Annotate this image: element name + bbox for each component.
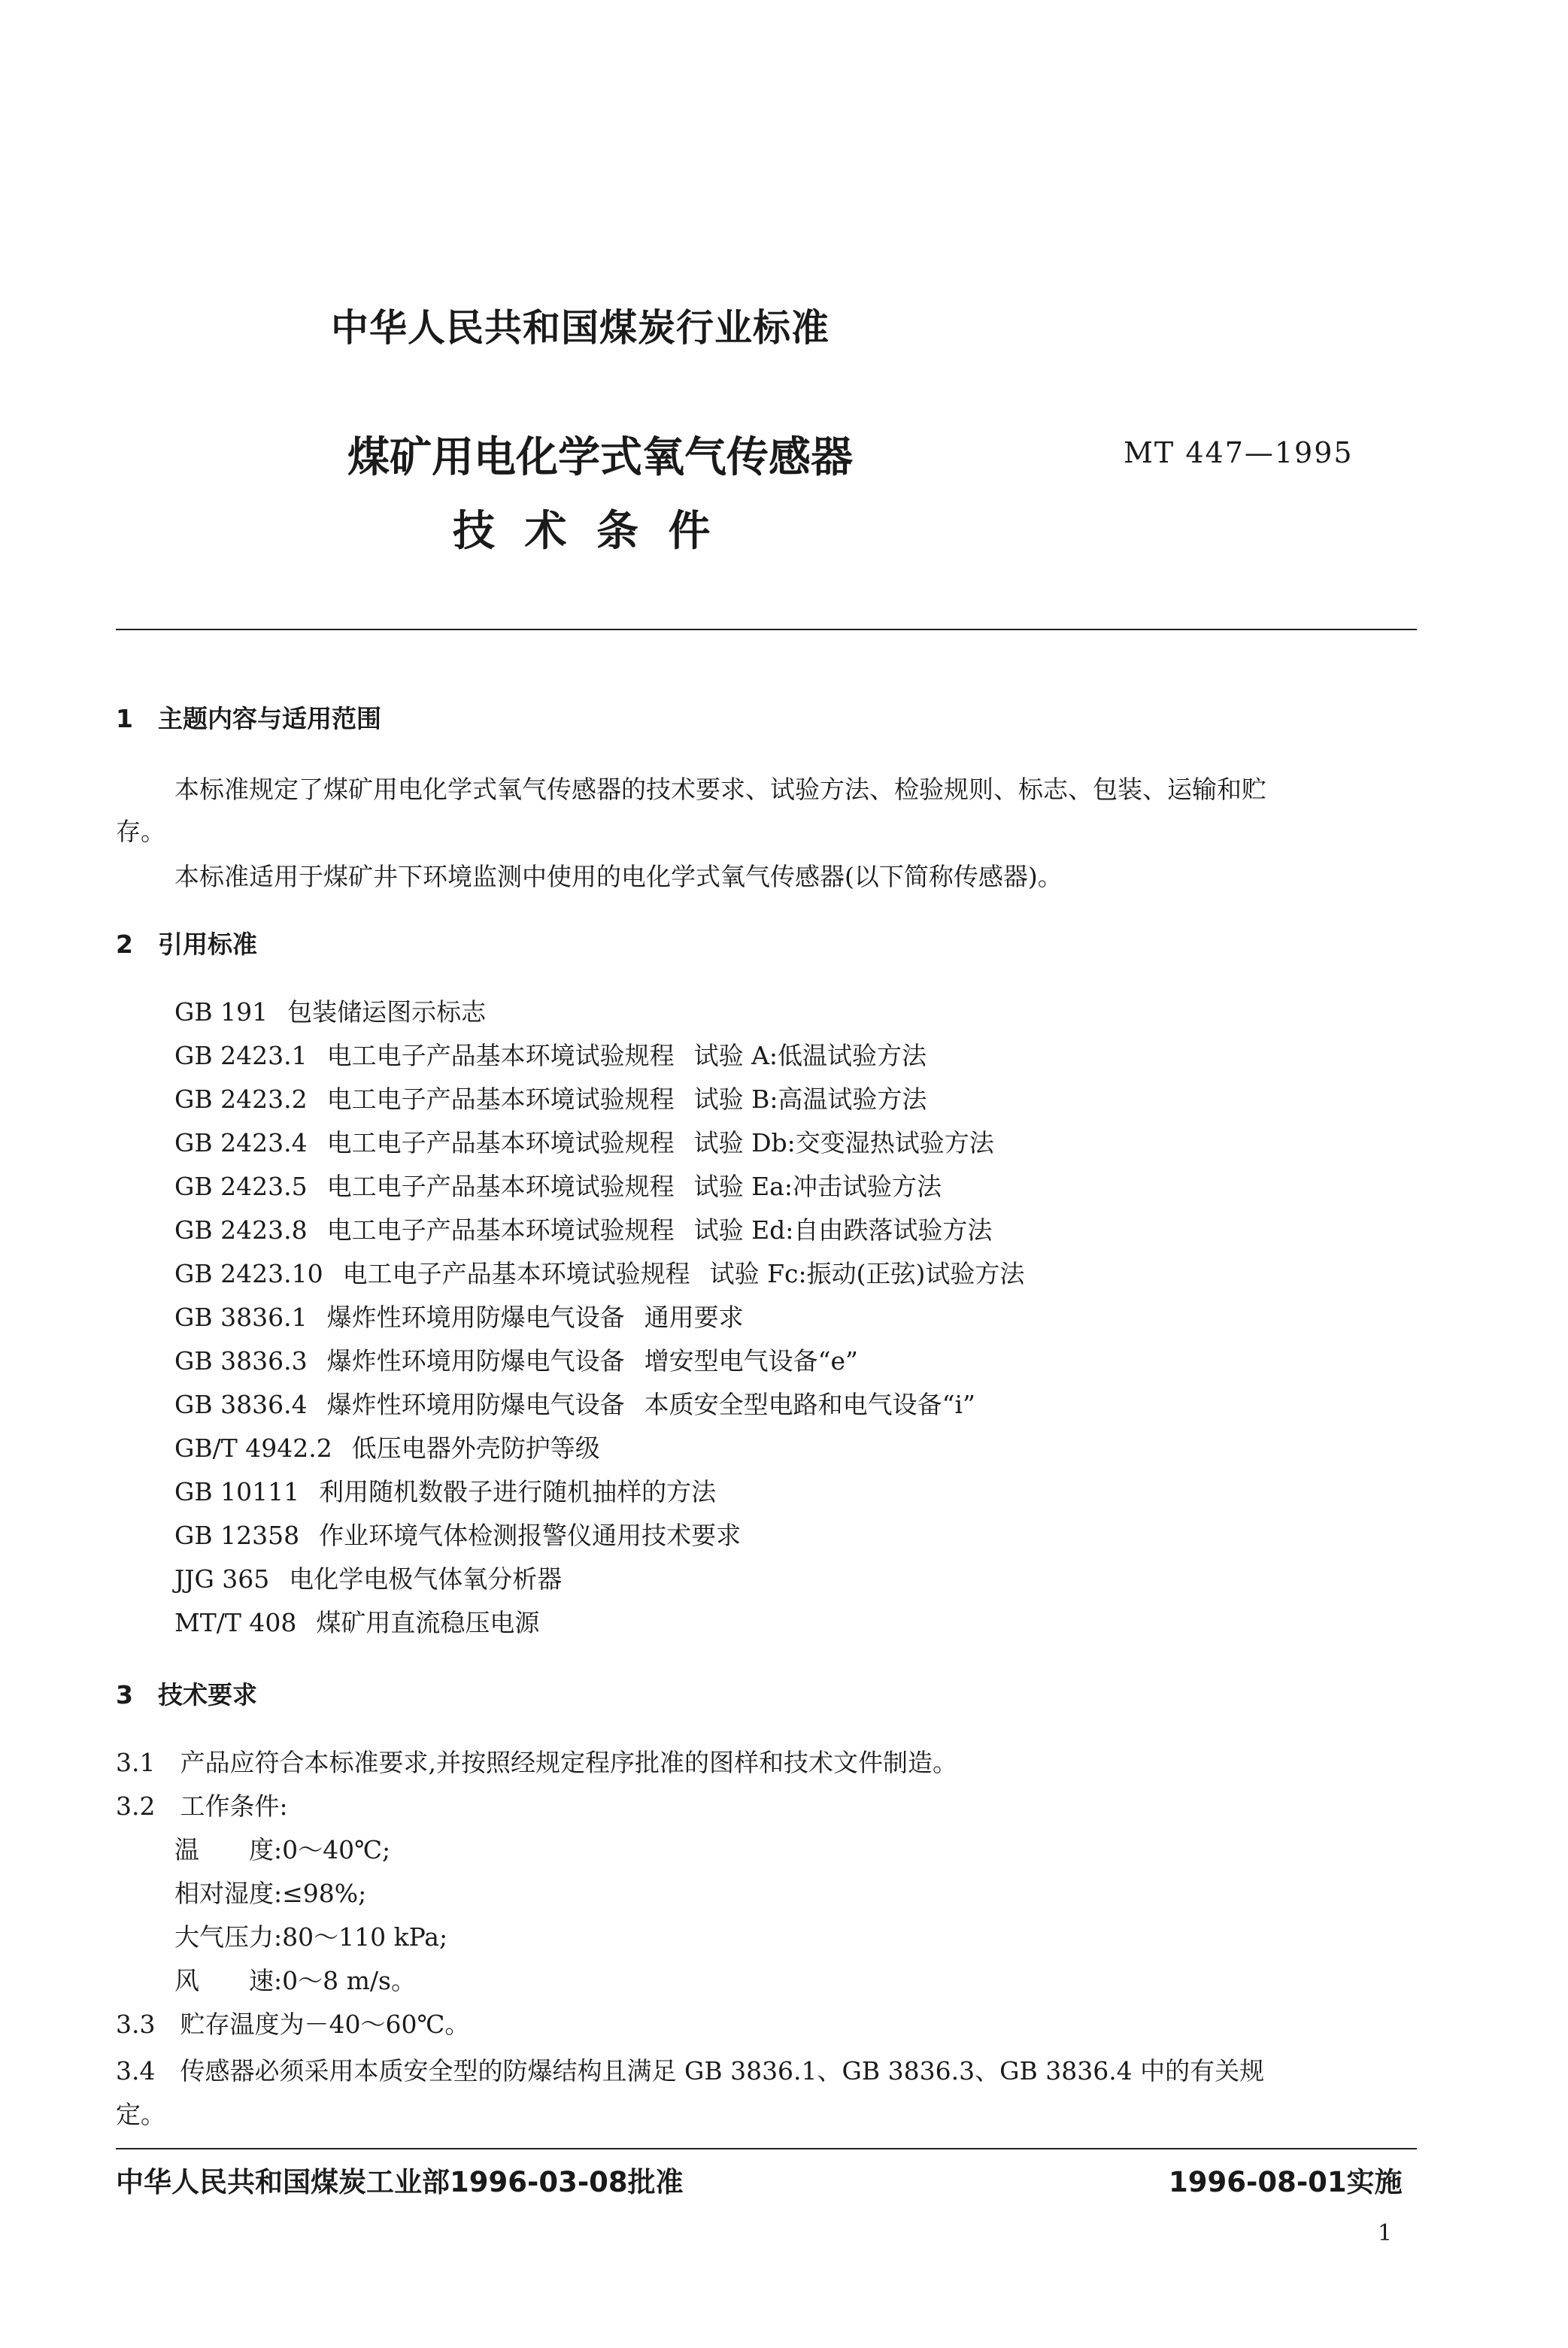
section-1-paragraph-1: 本标准规定了煤矿用电化学式氧气传感器的技术要求、试验方法、检验规则、标志、包装、运输和贮 — [174, 775, 1266, 804]
reference-code: GB 3836.4 — [174, 1390, 308, 1419]
header-divider — [116, 629, 1417, 630]
reference-code: GB 2423.2 — [174, 1085, 308, 1114]
condition-temperature: 温 度:0～40℃; — [174, 1835, 391, 1864]
approval-line: 中华人民共和国煤炭工业部1996-03-08批准 — [116, 2166, 684, 2198]
reference-test: 试验 A:低温试验方法 — [693, 1041, 927, 1070]
reference-title: 电工电子产品基本环境试验规程 — [326, 1085, 675, 1114]
reference-code: GB 2423.10 — [174, 1259, 323, 1288]
reference-test: 本质安全型电路和电气设备“i” — [644, 1390, 975, 1419]
reference-title: 电工电子产品基本环境试验规程 — [326, 1215, 675, 1245]
section-1-heading: 1 主题内容与适用范围 — [116, 704, 381, 733]
section-3-heading: 3 技术要求 — [116, 1680, 257, 1709]
reference-code: GB 191 — [174, 997, 268, 1027]
org-standard-title: 中华人民共和国煤炭行业标准 — [331, 306, 829, 350]
reference-item — [174, 1390, 975, 1420]
reference-code: GB 12358 — [174, 1521, 300, 1550]
reference-test: 通用要求 — [644, 1303, 744, 1332]
reference-item — [174, 1564, 562, 1594]
reference-item — [174, 1346, 858, 1376]
reference-code: GB 2423.8 — [174, 1215, 308, 1245]
implementation-date: 1996-08-01实施 — [1169, 2166, 1403, 2198]
reference-item — [174, 1215, 992, 1245]
reference-code: GB 10111 — [174, 1477, 300, 1506]
reference-title: 包装储运图示标志 — [287, 997, 487, 1027]
reference-test: 试验 Db:交变湿热试验方法 — [693, 1128, 994, 1157]
reference-title: 煤矿用直流稳压电源 — [316, 1608, 540, 1637]
reference-item — [174, 1128, 994, 1158]
reference-title: 爆炸性环境用防爆电气设备 — [326, 1390, 625, 1419]
condition-wind-speed: 风 速:0～8 m/s。 — [174, 1966, 416, 1995]
reference-item — [174, 1608, 539, 1638]
reference-code: GB 2423.5 — [174, 1172, 308, 1201]
clause-3-3: 3.3 贮存温度为－40～60℃。 — [116, 2010, 470, 2039]
reference-code: GB/T 4942.2 — [174, 1433, 332, 1463]
reference-item — [174, 1172, 942, 1202]
reference-title: 电工电子产品基本环境试验规程 — [326, 1128, 675, 1157]
reference-code: JJG 365 — [174, 1564, 270, 1594]
clause-3-4-continued: 定。 — [116, 2100, 165, 2129]
reference-test: 增安型电气设备“e” — [644, 1346, 858, 1376]
section-1-paragraph-1-continued: 存。 — [116, 817, 165, 846]
reference-code: GB 2423.4 — [174, 1128, 308, 1157]
reference-title: 作业环境气体检测报警仪通用技术要求 — [319, 1521, 742, 1550]
reference-title: 电化学电极气体氧分析器 — [289, 1564, 563, 1594]
clause-3-4: 3.4 传感器必须采用本质安全型的防爆结构且满足 GB 3836.1、GB 3836.3、GB 3836.4 中的有关规 — [116, 2056, 1265, 2086]
section-1-paragraph-2: 本标准适用于煤矿井下环境监测中使用的电化学式氧气传感器(以下简称传感器)。 — [174, 862, 1063, 891]
reference-code: GB 2423.1 — [174, 1041, 308, 1070]
reference-item — [174, 997, 486, 1027]
reference-title: 爆炸性环境用防爆电气设备 — [326, 1346, 625, 1376]
reference-title: 电工电子产品基本环境试验规程 — [326, 1041, 675, 1070]
condition-pressure: 大气压力:80～110 kPa; — [174, 1922, 448, 1952]
reference-item — [174, 1303, 744, 1333]
page-number: 1 — [1378, 2220, 1393, 2246]
reference-title: 低压电器外壳防护等级 — [351, 1433, 600, 1463]
reference-code: GB 3836.3 — [174, 1346, 308, 1376]
reference-item — [174, 1433, 600, 1464]
reference-item — [174, 1521, 741, 1551]
section-2-heading: 2 引用标准 — [116, 930, 257, 959]
clause-3-1: 3.1 产品应符合本标准要求,并按照经规定程序批准的图样和技术文件制造。 — [116, 1748, 957, 1777]
footer-divider — [116, 2148, 1417, 2149]
reference-item — [174, 1259, 1024, 1289]
standard-number: MT 447—1995 — [1124, 436, 1354, 469]
reference-code: GB 3836.1 — [174, 1303, 308, 1332]
reference-item — [174, 1477, 716, 1507]
reference-title: 利用随机数骰子进行随机抽样的方法 — [319, 1477, 717, 1506]
reference-item — [174, 1085, 927, 1115]
reference-test: 试验 Ea:冲击试验方法 — [693, 1172, 942, 1201]
reference-test: 试验 B:高温试验方法 — [693, 1085, 927, 1114]
reference-title: 爆炸性环境用防爆电气设备 — [326, 1303, 625, 1332]
document-title-line1: 煤矿用电化学式氧气传感器 — [347, 433, 853, 482]
reference-test: 试验 Ed:自由跌落试验方法 — [693, 1215, 993, 1245]
reference-test: 试验 Fc:振动(正弦)试验方法 — [709, 1259, 1025, 1288]
reference-title: 电工电子产品基本环境试验规程 — [342, 1259, 690, 1288]
reference-title: 电工电子产品基本环境试验规程 — [326, 1172, 675, 1201]
condition-humidity: 相对湿度:≤98%; — [174, 1879, 367, 1908]
document-title-line2: 技 术 条 件 — [453, 507, 711, 556]
clause-3-2: 3.2 工作条件: — [116, 1791, 288, 1821]
reference-item — [174, 1041, 927, 1071]
reference-code: MT/T 408 — [174, 1608, 297, 1637]
